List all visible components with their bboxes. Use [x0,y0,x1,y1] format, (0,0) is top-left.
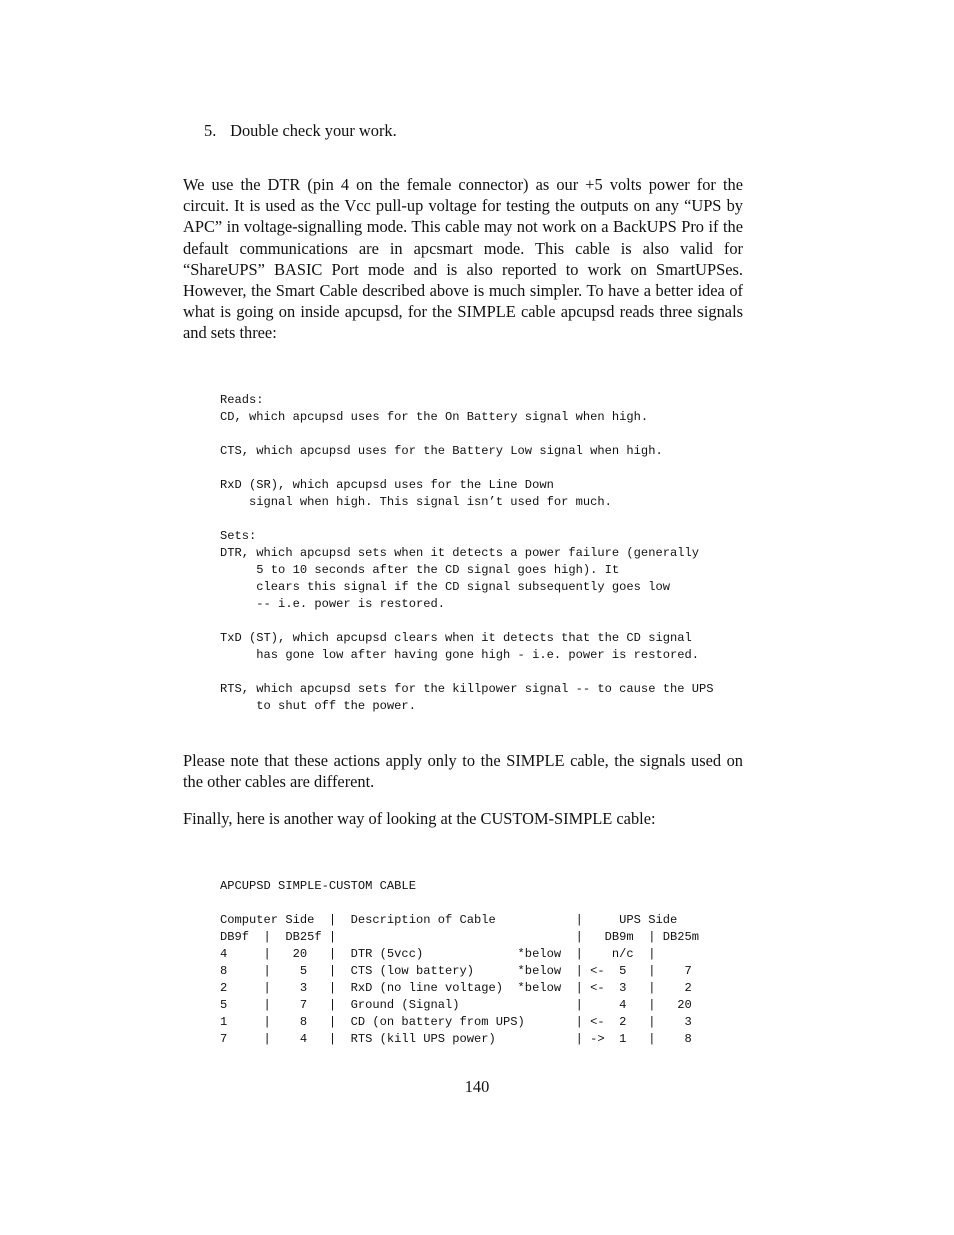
cable-code-block [220,878,699,1048]
note-paragraph-block [183,750,743,792]
list-item-number: 5. [204,121,217,140]
intro-paragraph: We use the DTR (pin 4 on the female connector) as our +5 volts power for the circuit. It is used as the Vcc pull-up voltage for testing the outputs on any “UPS by APC” in voltage-signalling mode. This cable may not work on a BackUPS Pro if the default communications are in apcsmart mode. This cable is also valid for “ShareUPS” BASIC Port mode and is also reported to work on SmartUPSes. However, the Smart Cable described above is much simpler. To have a better idea of what is going on inside apcupsd, for the SIMPLE cable apcupsd reads three signals and sets three: [183,175,743,343]
finally-paragraph: Finally, here is another way of looking at the CUSTOM-SIMPLE cable: [183,809,656,828]
cable-table-code: APCUPSD SIMPLE-CUSTOM CABLE Computer Side | Description of Cable | UPS Side DB9f | DB25f | | DB9m | DB25m 4 | 20 | DTR (5vcc) *below | n/c | 8 | 5 | CTS (low battery) *below | <- 5 | 7 2 | 3 | RxD (no line voltage) *below | <- 3 | 2 5 | 7 | Ground (Signal) | 4 | 20 1 | 8 | CD (on battery from UPS) | <- 2 | 3 7 | 4 | RTS (kill UPS power) | -> 1 | 8 [220,879,699,1046]
page-number: 140 [464,1077,490,1096]
list-item-text: Double check your work. [230,121,397,140]
intro-paragraph-block [183,174,743,344]
numbered-list-item [204,120,397,141]
finally-paragraph-block [183,808,743,829]
signals-code: Reads: CD, which apcupsd uses for the On Battery signal when high. CTS, which apcupsd uses for the Battery Low signal when high. RxD (SR), which apcupsd uses for the Line Down signal when high. This signal isn’t used for much. Sets: DTR, which apcupsd sets when it detects a power failure (generally 5 to 10 seconds after the CD signal goes high). It clears this signal if the CD signal subsequently goes low -- i.e. power is restored. TxD (ST), which apcupsd clears when it detects that the CD signal has gone low after having gone high - i.e. power is restored. RTS, which apcupsd sets for the killpower signal -- to cause the UPS to shut off the power. [220,393,714,713]
signals-code-block [220,392,714,715]
note-paragraph: Please note that these actions apply only to the SIMPLE cable, the signals used on the other cables are different. [183,751,743,792]
